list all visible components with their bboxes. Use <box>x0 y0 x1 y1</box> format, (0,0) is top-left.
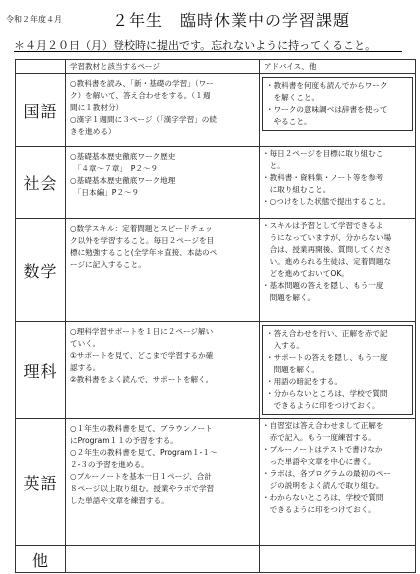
advice-line: い。進められる生徒は、定着問題な <box>262 257 392 266</box>
materials-line: ８ページ以上取り組む。授業やラボで学習 <box>70 484 215 493</box>
advice-line: ・○つけをした状態で提出すること。 <box>262 197 391 206</box>
advice-line: 入する。 <box>266 341 304 350</box>
materials-line: ○２年生の教科書を見て、Program１-１～ <box>70 448 218 457</box>
materials-line: ○理科学習サポートを１日に２ページ解い <box>70 327 214 336</box>
advice-line: った単語や文章を中心に書く。 <box>262 457 376 466</box>
advice-cell <box>260 419 416 546</box>
advice-cell <box>260 546 416 573</box>
advice-line: ・用語の暗記をする。 <box>266 377 342 386</box>
materials-cell <box>66 147 260 219</box>
advice-line: ・分からないところは、学校で質問 <box>266 389 388 398</box>
advice-line: ・毎日２ページを目標に取り組むこ <box>262 149 384 158</box>
table-row <box>16 74 416 147</box>
page-title: ２年生 臨時休業中の学習課題 <box>112 11 351 30</box>
materials-line: 標に勉強すること(全学年＊直接、本誌のペ <box>70 248 218 257</box>
advice-line: 合は、授業再開後、質問してくださ <box>262 245 392 254</box>
table-header-row <box>16 60 416 74</box>
advice-line: ・ワークの意味調べは辞書を使って <box>266 105 388 114</box>
materials-line: ○漢字１週間に３ページ（「漢字学習」の続 <box>70 115 217 124</box>
advice-line: できるように印をつけておく。 <box>266 401 380 410</box>
materials-line: ク以外を学習すること。毎日２ページを目 <box>70 236 215 245</box>
materials-line: 間に１教材分） <box>70 103 124 112</box>
advice-line: ・教科書を何度も読んでからワーク <box>266 81 388 90</box>
advice-line: うになっていますが、分からない場 <box>262 233 392 242</box>
table-row <box>16 322 416 419</box>
advice-line: ・答え合わせを行い、正解を赤で記 <box>266 329 388 338</box>
materials-line: ク）を解いて、答え合わせをする。（１週 <box>70 91 211 100</box>
materials-line: ていく。 <box>70 339 101 348</box>
materials-line: した単語や文章を練習する。 <box>70 496 169 505</box>
materials-cell <box>66 219 260 322</box>
advice-cell <box>260 219 416 322</box>
advice-line: ・わからないところは、学校で質問 <box>262 493 384 502</box>
advice-line: 赤で記入。もう一度練習する。 <box>262 433 376 442</box>
advice-line: に取り組むこと。 <box>262 185 331 194</box>
table-row <box>16 147 416 219</box>
materials-line: きを進める） <box>70 127 116 136</box>
advice-line: 問題を解く。 <box>262 293 316 302</box>
advice-line: ・基本問題の答えを隠し、もう一度 <box>262 281 384 290</box>
advice-line: 問題を解く。 <box>266 365 320 374</box>
materials-line: ①サポートを見て、どこまで学習するか確 <box>70 351 214 360</box>
materials-cell <box>66 74 260 147</box>
advice-line: ・ブルーノートはテストで書けなか <box>262 445 383 454</box>
materials-cell <box>66 546 260 573</box>
materials-line: ○基礎基本歴史徹底ワーク地理 <box>70 176 176 185</box>
materials-line: ②教科書をよく読んで、サポートを解く。 <box>70 375 214 384</box>
header-materials: 学習教材と該当するページ <box>66 60 260 74</box>
advice-box <box>262 77 413 131</box>
materials-line: ○１年生の教科書を見て、ブラウンノート <box>70 424 213 433</box>
advice-line: ジの説明をよく読んで取り組む。 <box>262 481 384 490</box>
materials-line: ○基礎基本歴史徹底ワーク歴史 <box>70 152 176 161</box>
table-row <box>16 219 416 322</box>
materials-line: 「日本編」P２～９ <box>70 188 140 197</box>
advice-cell <box>260 322 416 419</box>
materials-cell <box>66 419 260 546</box>
subject-cell: 数学 <box>16 219 66 322</box>
materials-line: ○ブルーノートを基本一日１ページ、合計 <box>70 472 212 481</box>
date-label: 令和２年度４月 <box>6 15 62 24</box>
subject-cell: 社会 <box>16 147 66 219</box>
materials-cell <box>66 322 260 419</box>
submission-notice: ＊４月２０日（月）登校時に提出です。忘れないように持ってくること。 <box>14 39 377 52</box>
advice-line: を解くこと。 <box>266 93 320 102</box>
advice-line: やること。 <box>266 117 312 126</box>
advice-line: と。 <box>262 161 285 170</box>
materials-line: ージに記入すること。 <box>70 260 146 269</box>
notice-underline <box>14 51 402 52</box>
header-advice: アドバイス、他 <box>260 60 416 74</box>
subject-cell: 他 <box>16 546 66 573</box>
advice-line: ・ラボは、各プログラムの最初のペー <box>262 469 392 478</box>
materials-line: ○数学スキル：定着問題とスピードチェッ <box>70 224 213 233</box>
advice-line: ・教科書・資料集・ノート等を参考 <box>262 173 384 182</box>
subject-cell: 国語 <box>16 74 66 147</box>
materials-line: 「４章～７章」 P２～９ <box>70 164 159 173</box>
advice-box <box>262 325 413 415</box>
advice-cell <box>260 147 416 219</box>
advice-line: どを進めておいてOK。 <box>262 269 349 278</box>
advice-line: ・サポートの答えを隠し、もう一度 <box>266 353 388 362</box>
advice-line: できるように印をつけておく。 <box>262 505 376 514</box>
table-row <box>16 546 416 573</box>
subject-cell: 理科 <box>16 322 66 419</box>
materials-line: ２-３の予習を進める。 <box>70 460 149 469</box>
advice-cell <box>260 74 416 147</box>
header-subject <box>16 60 66 74</box>
materials-line: ○教科書を読み、「新・基礎の学習」（ワー <box>70 79 214 88</box>
materials-line: 認する。 <box>70 363 101 372</box>
advice-line: ・自習室は答え合わせまして正解を <box>262 421 384 430</box>
table-row <box>16 419 416 546</box>
advice-line: ・スキルは予習として学習できるよ <box>262 221 384 230</box>
assignment-table <box>15 59 416 573</box>
subject-cell: 英語 <box>16 419 66 546</box>
materials-line: にProgram１１の予習をする。 <box>70 436 178 445</box>
